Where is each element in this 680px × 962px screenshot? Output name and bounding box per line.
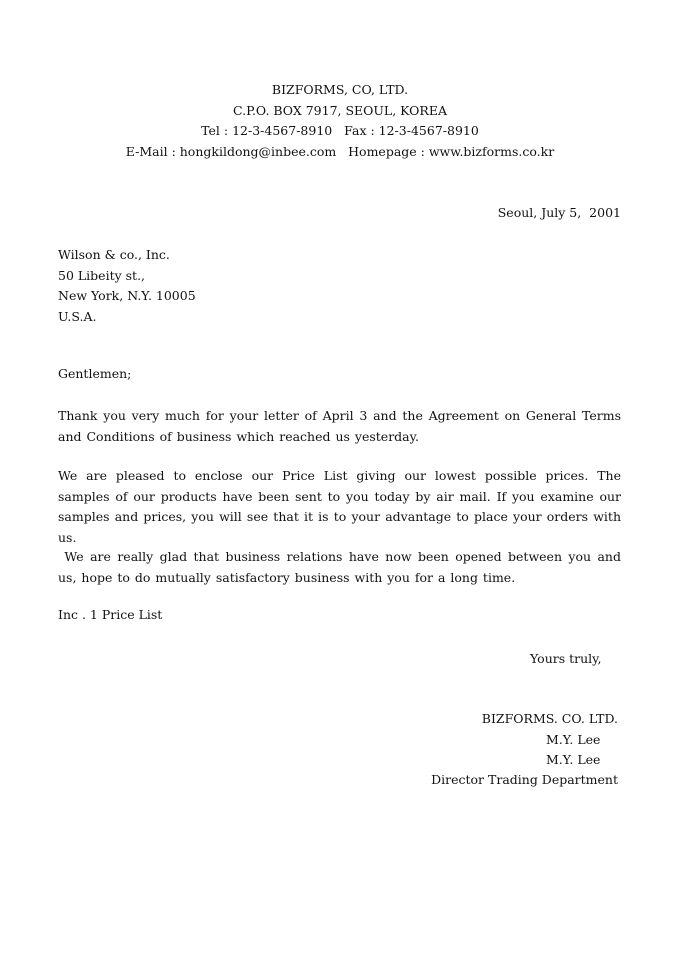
letterhead-company: BIZFORMS, CO, LTD. [271,82,409,97]
body-paragraph-3: We are really glad that business relations have now been opened between you and us, hope to do mutually satisfactory business with you for a long time. [58,549,626,585]
body-paragraph-2: We are pleased to enclose our Price List giving our lowest possible prices. The samples of our products have been sent to you today by air mail. If you examine our samples and prices, you will see that it is to your advantage to place your orders with us. [58,468,621,545]
letterhead-email-homepage: E-Mail : hongkildong@inbee.com Homepage : www.bizforms.co.kr [125,143,555,159]
signature-company: BIZFORMS. CO. LTD. [481,711,618,726]
complimentary-closing: Yours truly, [530,651,602,666]
recipient-line: U.S.A. [58,308,97,324]
recipient-line: Wilson & co., Inc. [58,247,170,262]
signature-name-typed: M.Y. Lee [546,752,601,767]
signature-title: Director Trading Department [431,772,618,787]
recipient-address [58,245,196,327]
body-paragraph-1: Thank you very much for your letter of April 3 and the Agreement on General Terms and Conditions of business which reached us yesterday. [58,408,621,444]
letterhead-phone-fax: Tel : 12-3-4567-8910 Fax : 12-3-4567-8910 [201,123,479,138]
letterhead-address: C.P.O. BOX 7917, SEOUL, KOREA [232,102,447,118]
recipient-line: New York, N.Y. 10005 [58,288,196,303]
letterhead [0,80,680,162]
recipient-line: 50 Libeity st., [58,267,146,283]
signature-name: M.Y. Lee [546,732,601,747]
salutation: Gentlemen; [58,366,132,381]
letter-date: Seoul, July 5, 2001 [497,205,621,220]
enclosure-note: Inc . 1 Price List [58,607,163,622]
